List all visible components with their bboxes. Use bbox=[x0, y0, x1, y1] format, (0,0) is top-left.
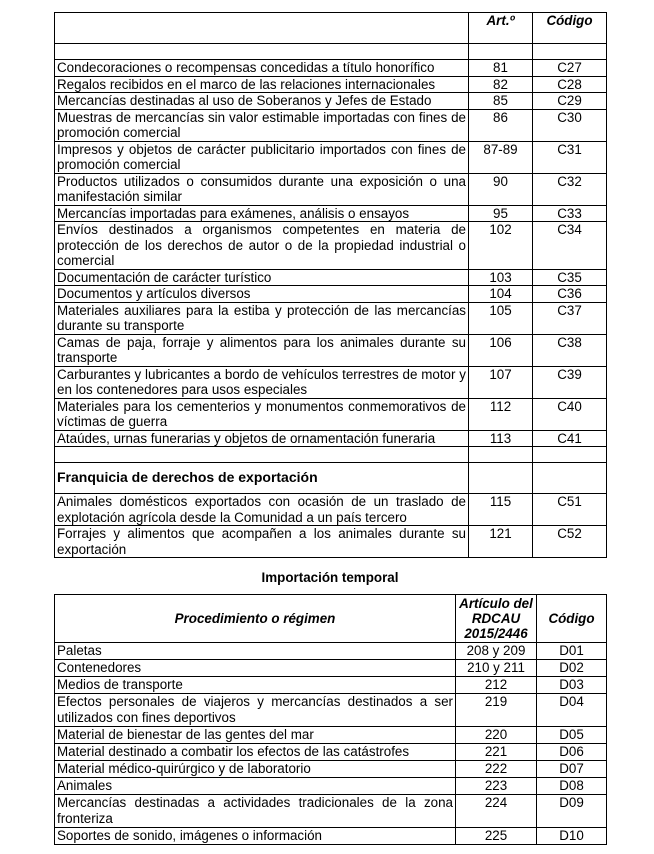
code-cell bbox=[533, 447, 607, 463]
code-cell: C34 bbox=[533, 222, 607, 270]
description-cell: Muestras de mercancías sin valor estimable importadas con fines de promoción comercial bbox=[55, 109, 469, 141]
description-cell: Envíos destinados a organismos competentes en materia de protección de los derechos de autor o de la propiedad industrial o comercial bbox=[55, 222, 469, 270]
code-cell: D03 bbox=[537, 677, 607, 694]
table-row bbox=[55, 366, 607, 398]
article-cell bbox=[469, 44, 533, 60]
article-cell: 212 bbox=[456, 677, 537, 694]
code-cell: C28 bbox=[533, 76, 607, 93]
description-cell: Material médico-quirúrgico y de laboratorio bbox=[55, 761, 456, 778]
description-cell: Soportes de sonido, imágenes o información bbox=[55, 828, 456, 845]
article-header-line: 2015/2446 bbox=[464, 626, 528, 641]
description-header bbox=[55, 13, 469, 44]
article-cell bbox=[469, 447, 533, 463]
article-header-line: Artículo del bbox=[459, 596, 533, 611]
description-cell: Material destinado a combatir los efectos de las catástrofes bbox=[55, 744, 456, 761]
table-row bbox=[55, 173, 607, 205]
article-header: Art.º bbox=[469, 13, 533, 44]
code-cell: C51 bbox=[533, 494, 607, 526]
table-row bbox=[55, 744, 607, 761]
description-cell: Material de bienestar de las gentes del mar bbox=[55, 727, 456, 744]
description-cell: Regalos recibidos en el marco de las relaciones internacionales bbox=[55, 76, 469, 93]
table-row bbox=[55, 76, 607, 93]
description-cell: Animales domésticos exportados con ocasión de un traslado de explotación agrícola desde la Comunidad a un país tercero bbox=[55, 494, 469, 526]
table-body bbox=[55, 643, 607, 845]
blank-row bbox=[55, 44, 607, 60]
section-title-temporary-import: Importación temporal bbox=[261, 570, 399, 585]
table-row bbox=[55, 93, 607, 110]
article-cell: 221 bbox=[456, 744, 537, 761]
code-cell: C36 bbox=[533, 286, 607, 303]
article-cell: 112 bbox=[469, 398, 533, 430]
article-cell: 220 bbox=[456, 727, 537, 744]
table-row bbox=[55, 694, 607, 727]
code-cell: D10 bbox=[537, 828, 607, 845]
table-row bbox=[55, 660, 607, 677]
table-header-row bbox=[55, 595, 607, 643]
table-row bbox=[55, 643, 607, 660]
article-cell: 113 bbox=[469, 430, 533, 447]
table-row bbox=[55, 334, 607, 366]
article-cell: 82 bbox=[469, 76, 533, 93]
article-cell: 107 bbox=[469, 366, 533, 398]
table-row bbox=[55, 795, 607, 828]
code-cell: C30 bbox=[533, 109, 607, 141]
article-cell: 208 y 209 bbox=[456, 643, 537, 660]
code-header: Código bbox=[537, 595, 607, 643]
franchise-table bbox=[54, 12, 607, 558]
code-cell: C37 bbox=[533, 302, 607, 334]
article-cell: 105 bbox=[469, 302, 533, 334]
code-cell: D02 bbox=[537, 660, 607, 677]
article-cell: 81 bbox=[469, 60, 533, 77]
table-row bbox=[55, 222, 607, 270]
article-cell: 225 bbox=[456, 828, 537, 845]
description-cell: Condecoraciones o recompensas concedidas a título honorífico bbox=[55, 60, 469, 77]
article-cell: 103 bbox=[469, 269, 533, 286]
code-header: Código bbox=[533, 13, 607, 44]
table-row bbox=[55, 269, 607, 286]
code-cell: C52 bbox=[533, 526, 607, 558]
code-cell bbox=[533, 463, 607, 494]
table-row bbox=[55, 302, 607, 334]
description-cell: Documentos y artículos diversos bbox=[55, 286, 469, 303]
section-heading: Franquicia de derechos de exportación bbox=[55, 463, 469, 494]
table-row bbox=[55, 526, 607, 558]
code-cell: C31 bbox=[533, 141, 607, 173]
table-row bbox=[55, 205, 607, 222]
article-cell: 121 bbox=[469, 526, 533, 558]
table-row bbox=[55, 286, 607, 303]
description-cell: Mercancías destinadas a actividades tradicionales de la zona fronteriza bbox=[55, 795, 456, 828]
table-row bbox=[55, 398, 607, 430]
procedure-header: Procedimiento o régimen bbox=[55, 595, 456, 643]
article-cell: 219 bbox=[456, 694, 537, 727]
code-cell bbox=[533, 44, 607, 60]
article-cell: 106 bbox=[469, 334, 533, 366]
section-header-row bbox=[55, 463, 607, 494]
table-body bbox=[55, 44, 607, 558]
description-cell: Productos utilizados o consumidos durante una exposición o una manifestación similar bbox=[55, 173, 469, 205]
code-cell: D05 bbox=[537, 727, 607, 744]
table-row bbox=[55, 778, 607, 795]
code-cell: D01 bbox=[537, 643, 607, 660]
article-cell: 224 bbox=[456, 795, 537, 828]
article-cell: 222 bbox=[456, 761, 537, 778]
article-header bbox=[456, 595, 537, 643]
code-cell: D09 bbox=[537, 795, 607, 828]
code-cell: C41 bbox=[533, 430, 607, 447]
code-cell: C32 bbox=[533, 173, 607, 205]
article-cell: 87-89 bbox=[469, 141, 533, 173]
article-header-line: RDCAU bbox=[471, 611, 521, 626]
blank-row bbox=[55, 447, 607, 463]
description-cell bbox=[55, 44, 469, 60]
table-header-row bbox=[55, 13, 607, 44]
description-cell: Paletas bbox=[55, 643, 456, 660]
description-cell: Mercancías importadas para exámenes, análisis o ensayos bbox=[55, 205, 469, 222]
temporary-import-table bbox=[54, 594, 607, 845]
table-row bbox=[55, 494, 607, 526]
table-row bbox=[55, 761, 607, 778]
article-cell: 90 bbox=[469, 173, 533, 205]
article-cell: 210 y 211 bbox=[456, 660, 537, 677]
article-cell: 102 bbox=[469, 222, 533, 270]
description-cell: Medios de transporte bbox=[55, 677, 456, 694]
description-cell: Animales bbox=[55, 778, 456, 795]
code-cell: C29 bbox=[533, 93, 607, 110]
code-cell: C39 bbox=[533, 366, 607, 398]
code-cell: D07 bbox=[537, 761, 607, 778]
article-cell: 115 bbox=[469, 494, 533, 526]
description-cell: Materiales auxiliares para la estiba y protección de las mercancías durante su transporte bbox=[55, 302, 469, 334]
description-cell: Ataúdes, urnas funerarias y objetos de ornamentación funeraria bbox=[55, 430, 469, 447]
article-cell: 95 bbox=[469, 205, 533, 222]
description-cell: Impresos y objetos de carácter publicitario importados con fines de promoción comercial bbox=[55, 141, 469, 173]
table-row bbox=[55, 60, 607, 77]
description-cell: Contenedores bbox=[55, 660, 456, 677]
article-cell bbox=[469, 463, 533, 494]
description-cell: Forrajes y alimentos que acompañen a los animales durante su exportación bbox=[55, 526, 469, 558]
description-cell: Documentación de carácter turístico bbox=[55, 269, 469, 286]
code-cell: D06 bbox=[537, 744, 607, 761]
code-cell: C40 bbox=[533, 398, 607, 430]
table-row bbox=[55, 109, 607, 141]
code-cell: C38 bbox=[533, 334, 607, 366]
description-cell: Materiales para los cementerios y monumentos conmemorativos de víctimas de guerra bbox=[55, 398, 469, 430]
code-cell: C27 bbox=[533, 60, 607, 77]
table-row bbox=[55, 828, 607, 845]
description-cell: Camas de paja, forraje y alimentos para los animales durante su transporte bbox=[55, 334, 469, 366]
description-cell: Carburantes y lubricantes a bordo de vehículos terrestres de motor y en los contenedores para usos especiales bbox=[55, 366, 469, 398]
code-cell: C35 bbox=[533, 269, 607, 286]
code-cell: D04 bbox=[537, 694, 607, 727]
table-row bbox=[55, 430, 607, 447]
description-cell: Efectos personales de viajeros y mercancías destinados a ser utilizados con fines deportivos bbox=[55, 694, 456, 727]
article-cell: 86 bbox=[469, 109, 533, 141]
table-row bbox=[55, 677, 607, 694]
description-cell: Mercancías destinadas al uso de Soberanos y Jefes de Estado bbox=[55, 93, 469, 110]
code-cell: D08 bbox=[537, 778, 607, 795]
article-cell: 85 bbox=[469, 93, 533, 110]
code-cell: C33 bbox=[533, 205, 607, 222]
table-row bbox=[55, 727, 607, 744]
table-row bbox=[55, 141, 607, 173]
article-cell: 104 bbox=[469, 286, 533, 303]
article-cell: 223 bbox=[456, 778, 537, 795]
description-cell bbox=[55, 447, 469, 463]
